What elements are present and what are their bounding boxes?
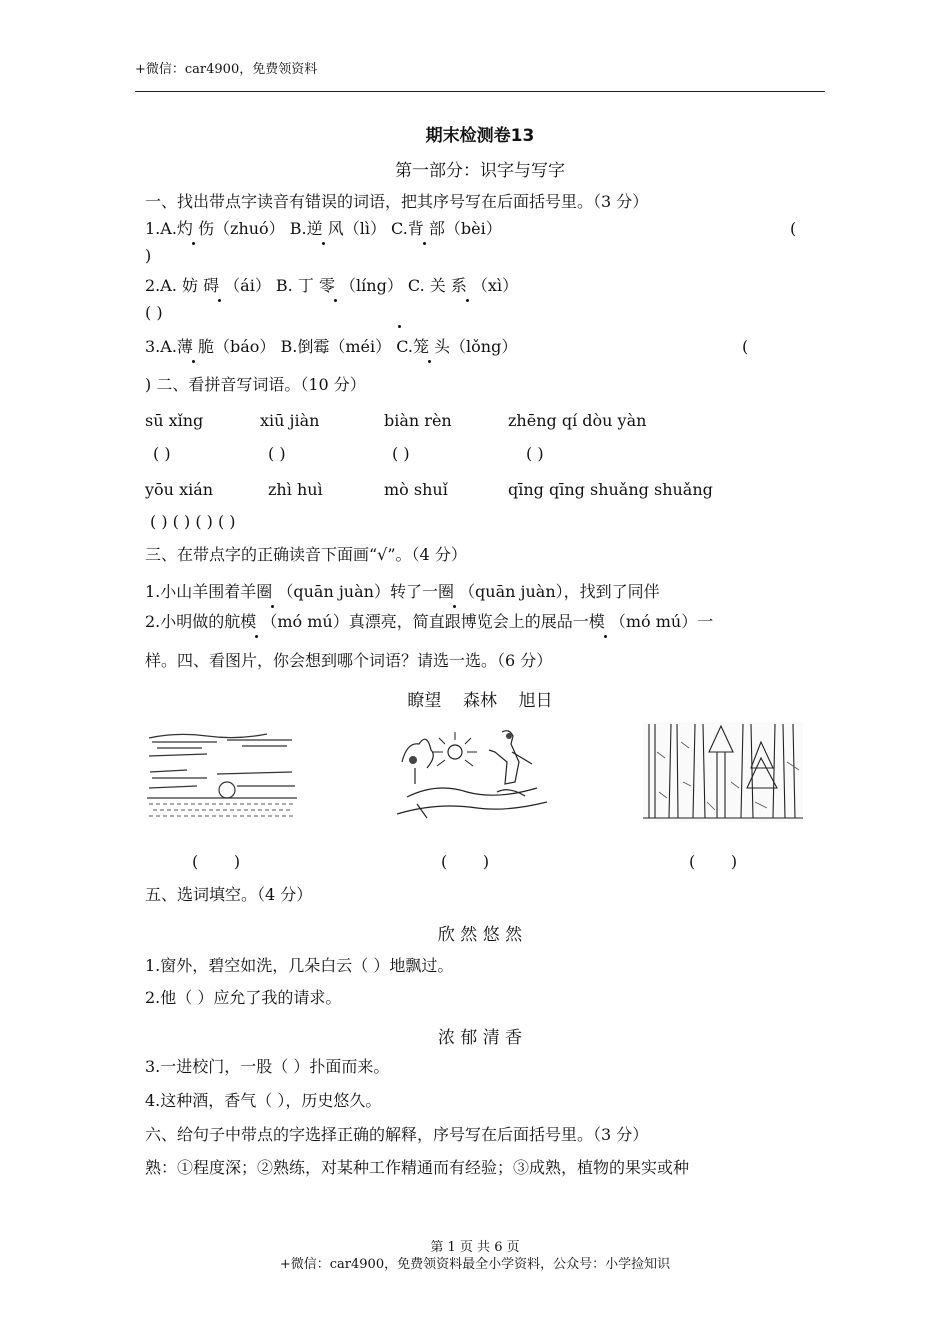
q1-item-2: 2.A. 妨 碍 （ái） B. 丁 零 （líng） C. 关 系 （xì） xyxy=(145,276,519,295)
q2-heading: ) 二、看拼音写词语。（10 分） xyxy=(145,375,366,394)
q5-heading: 五、选词填空。（4 分） xyxy=(145,885,313,904)
header-note: +微信：car4900，免费领资料 xyxy=(135,62,318,77)
page-number: 第 1 页 共 6 页 xyxy=(430,1240,520,1255)
picture-answer-2[interactable]: ( ) xyxy=(441,852,490,871)
q6-heading: 六、给句子中带点的字选择正确的解释，序号写在后面括号里。（3 分） xyxy=(145,1125,649,1144)
q5-sentence-4: 4.这种酒，香气（ ），历史悠久。 xyxy=(145,1091,382,1110)
emphasis-dot xyxy=(398,325,401,328)
picture-answer-3[interactable]: ( ) xyxy=(689,852,738,871)
q3-sentence-1: 1.小山羊围着羊圈 （quān juàn）转了一圈 （quān juàn），找到了同伴 xyxy=(145,582,660,601)
q3-heading: 三、在带点字的正确读音下面画“√”。（4 分） xyxy=(145,545,467,564)
answer-box-4[interactable]: ( ) xyxy=(526,444,544,463)
q5-sentence-2: 2.他（ ）应允了我的请求。 xyxy=(145,988,342,1007)
pinyin-1: sū xǐng xyxy=(145,411,204,430)
q1-heading: 一、找出带点字读音有错误的词语，把其序号写在后面括号里。（3 分） xyxy=(145,192,649,211)
answer-box-2[interactable]: ( ) xyxy=(268,444,286,463)
footer-note: +微信：car4900，免费领资料最全小学资料，公众号：小学捡知识 xyxy=(279,1257,671,1272)
q4-heading: 样。四、看图片，你会想到哪个词语？请选一选。（6 分） xyxy=(145,651,553,670)
picture-answer-1[interactable]: ( ) xyxy=(192,852,241,871)
answer-box-3[interactable]: ( ) xyxy=(392,444,410,463)
page-title: 期末检测卷13 xyxy=(425,126,535,146)
word-group-2: 浓 郁 清 香 xyxy=(437,1028,523,1048)
q3-sentence-2: 2.小明做的航模 （mó mú）真漂亮，简直跟博览会上的展品一模 （mó mú）一 xyxy=(145,612,714,631)
pinyin-2: xiū jiàn xyxy=(260,411,320,430)
pinyin-4: zhēng qí dòu yàn xyxy=(508,411,647,430)
sunrise-picture xyxy=(147,726,297,822)
q1-answer-bracket-3a[interactable]: ( xyxy=(742,337,749,356)
q1-answer-bracket-1a[interactable]: ( xyxy=(790,219,797,238)
pinyin-5: yōu xián xyxy=(145,480,214,499)
q6-definition: 熟：①程度深；②熟练，对某种工作精通而有经验；③成熟，植物的果实或种 xyxy=(145,1158,690,1177)
answer-box-1[interactable]: ( ) xyxy=(153,444,171,463)
q1-answer-bracket-2[interactable]: ( ) xyxy=(145,303,163,322)
word-group-1: 欣 然 悠 然 xyxy=(437,925,523,945)
forest-picture xyxy=(643,722,803,822)
pinyin-7: mò shuǐ xyxy=(384,480,448,499)
q1-answer-bracket-1b[interactable]: ) xyxy=(145,246,152,265)
answer-box-row-2[interactable]: ( ) ( ) ( ) ( ) xyxy=(150,512,236,531)
pinyin-6: zhì huì xyxy=(268,480,323,499)
pinyin-3: biàn rèn xyxy=(384,411,452,430)
part-title: 第一部分：识字与写字 xyxy=(395,161,565,181)
q1-item-1: 1.A.灼 伤（zhuó） B.逆 风（lì） C.背 部（bèi） xyxy=(145,219,502,238)
word-choices: 瞭望 森林 旭日 xyxy=(407,691,553,711)
header-divider xyxy=(135,91,825,92)
q5-sentence-1: 1.窗外，碧空如洗，几朵白云（ ）地飘过。 xyxy=(145,956,454,975)
pinyin-8: qīng qīng shuǎng shuǎng xyxy=(508,480,713,499)
q5-sentence-3: 3.一进校门，一股（ ）扑面而来。 xyxy=(145,1057,390,1076)
lookout-picture xyxy=(397,722,547,822)
q1-item-3: 3.A.薄 脆（báo） B.倒霉（méi） C.笼 头（lǒng） xyxy=(145,337,518,356)
